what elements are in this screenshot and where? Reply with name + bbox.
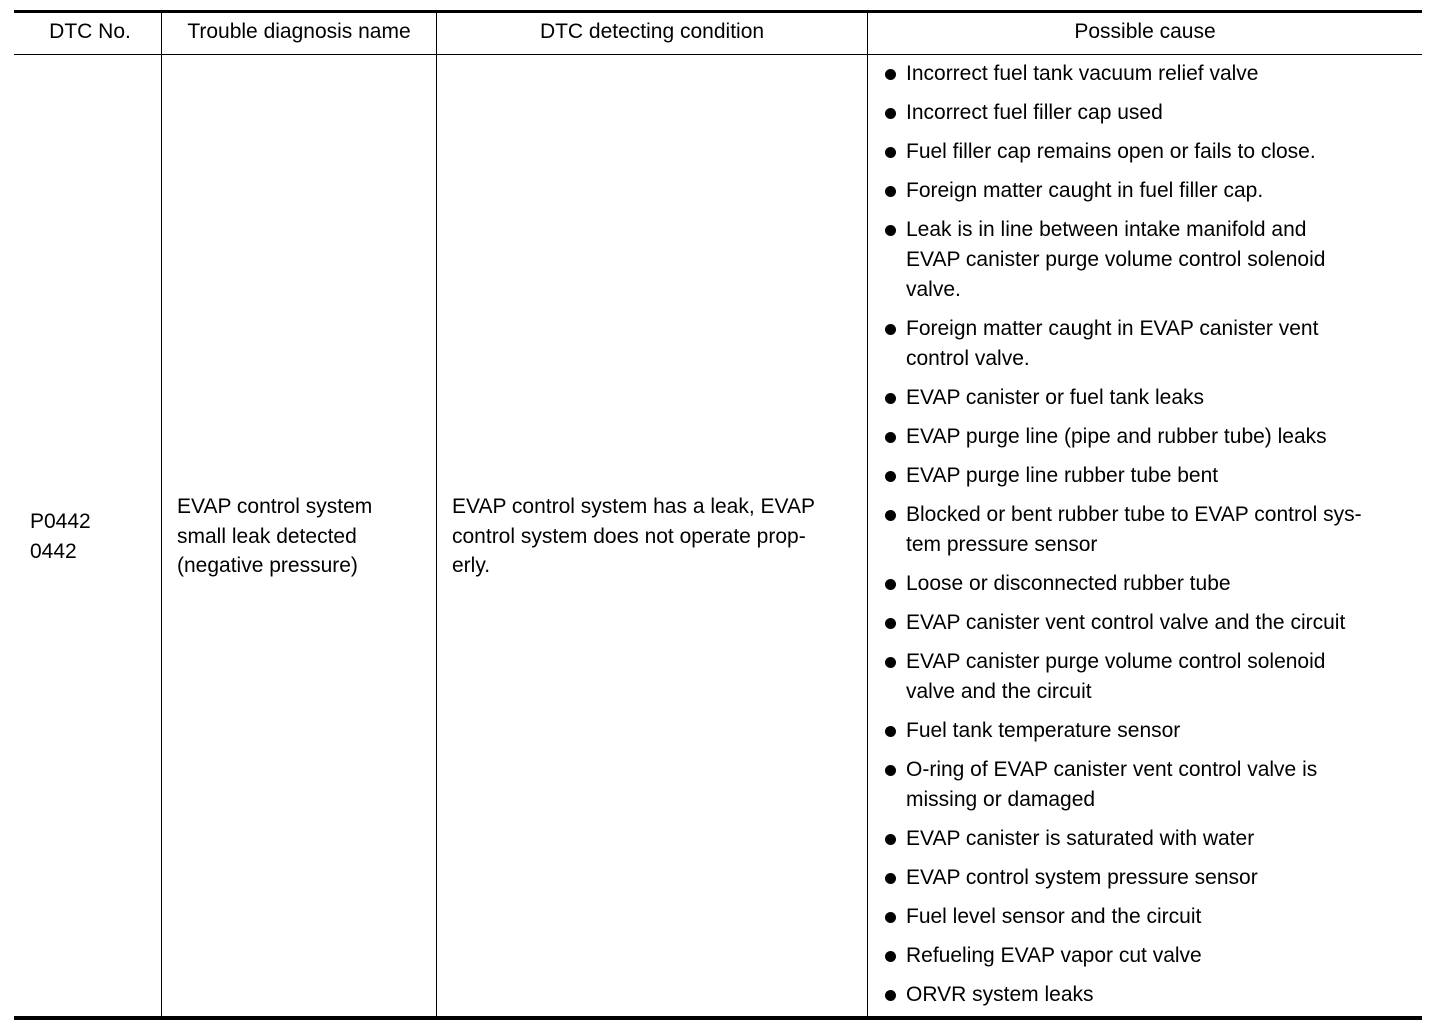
column-divider — [161, 13, 162, 1016]
possible-cause-line: Fuel level sensor and the circuit — [906, 905, 1202, 928]
bullet-icon — [885, 618, 896, 629]
possible-cause-line: valve and the circuit — [906, 680, 1092, 703]
possible-cause-item — [882, 215, 1422, 305]
possible-cause-item — [882, 98, 1422, 128]
possible-cause-item — [882, 716, 1422, 746]
possible-cause-item — [882, 176, 1422, 206]
bullet-icon — [885, 186, 896, 197]
bullet-icon — [885, 324, 896, 335]
possible-cause-line: control valve. — [906, 347, 1030, 370]
possible-cause-line: Incorrect fuel tank vacuum relief valve — [906, 62, 1259, 85]
possible-cause-line: EVAP purge line rubber tube bent — [906, 464, 1219, 487]
bullet-icon — [885, 951, 896, 962]
possible-cause-item — [882, 422, 1422, 452]
possible-cause-line: missing or damaged — [906, 788, 1096, 811]
bullet-icon — [885, 765, 896, 776]
possible-cause-item — [882, 941, 1422, 971]
possible-cause-line: EVAP control system pressure sensor — [906, 866, 1258, 889]
possible-cause-item — [882, 569, 1422, 599]
bullet-icon — [885, 147, 896, 158]
header-divider — [14, 54, 1422, 55]
possible-cause-item — [882, 824, 1422, 854]
possible-cause-item — [882, 461, 1422, 491]
possible-cause-line: EVAP canister is saturated with water — [906, 827, 1255, 850]
condition-line: erly. — [452, 554, 491, 577]
header-trouble-diagnosis-name: Trouble diagnosis name — [187, 20, 411, 43]
possible-cause-item — [882, 314, 1422, 374]
possible-cause-line: Fuel tank temperature sensor — [906, 719, 1181, 742]
possible-cause-item — [882, 608, 1422, 638]
possible-cause-item — [882, 902, 1422, 932]
possible-cause-line: EVAP purge line (pipe and rubber tube) leaks — [906, 425, 1327, 448]
bullet-icon — [885, 432, 896, 443]
possible-cause-line: valve. — [906, 278, 961, 301]
bullet-icon — [885, 471, 896, 482]
condition-line: control system does not operate prop- — [452, 524, 806, 548]
possible-cause-line: Foreign matter caught in EVAP canister vent — [906, 317, 1319, 340]
trouble-name-line: small leak detected — [177, 524, 357, 548]
dtc-detecting-condition — [452, 492, 815, 581]
header-dtc-no: DTC No. — [49, 20, 131, 43]
possible-cause-line: Incorrect fuel filler cap used — [906, 101, 1163, 124]
possible-cause-line: EVAP canister purge volume control solenoid — [906, 650, 1326, 673]
possible-cause-line: O-ring of EVAP canister vent control valve is — [906, 758, 1318, 781]
condition-line: EVAP control system has a leak, EVAP — [452, 495, 815, 518]
bullet-icon — [885, 69, 896, 80]
bullet-icon — [885, 108, 896, 119]
possible-cause-line: ORVR system leaks — [906, 983, 1094, 1006]
possible-cause-line: Foreign matter caught in fuel filler cap. — [906, 179, 1264, 202]
possible-cause-line: EVAP canister or fuel tank leaks — [906, 386, 1205, 409]
bullet-icon — [885, 225, 896, 236]
possible-cause-line: Fuel filler cap remains open or fails to close. — [906, 140, 1316, 163]
dtc-table — [14, 10, 1422, 1020]
bullet-icon — [885, 912, 896, 923]
possible-cause-line: EVAP canister vent control valve and the circuit — [906, 611, 1346, 634]
dtc-number-line: P0442 — [30, 510, 91, 533]
bullet-icon — [885, 579, 896, 590]
trouble-name-line: (negative pressure) — [177, 554, 358, 577]
bullet-icon — [885, 990, 896, 1001]
possible-cause-list — [882, 59, 1422, 1019]
possible-cause-item — [882, 59, 1422, 89]
header-possible-cause: Possible cause — [1074, 20, 1216, 43]
bullet-icon — [885, 510, 896, 521]
dtc-number — [30, 507, 91, 566]
possible-cause-line: EVAP canister purge volume control solenoid — [906, 248, 1326, 271]
possible-cause-line: tem pressure sensor — [906, 533, 1098, 556]
possible-cause-item — [882, 137, 1422, 167]
possible-cause-item — [882, 980, 1422, 1010]
possible-cause-line: Leak is in line between intake manifold and — [906, 218, 1307, 241]
bullet-icon — [885, 873, 896, 884]
bullet-icon — [885, 726, 896, 737]
possible-cause-item — [882, 383, 1422, 413]
possible-cause-line: Loose or disconnected rubber tube — [906, 572, 1231, 595]
possible-cause-item — [882, 500, 1422, 560]
possible-cause-item — [882, 647, 1422, 707]
column-divider — [867, 13, 868, 1016]
header-dtc-detecting-condition: DTC detecting condition — [539, 20, 765, 43]
column-divider — [436, 13, 437, 1016]
possible-cause-line: Blocked or bent rubber tube to EVAP control sys- — [906, 503, 1362, 526]
bullet-icon — [885, 834, 896, 845]
dtc-number-line: 0442 — [30, 539, 77, 563]
bullet-icon — [885, 393, 896, 404]
possible-cause-item — [882, 755, 1422, 815]
possible-cause-item — [882, 863, 1422, 893]
trouble-name-line: EVAP control system — [177, 495, 373, 518]
possible-cause-line: Refueling EVAP vapor cut valve — [906, 944, 1202, 967]
bullet-icon — [885, 657, 896, 668]
trouble-diagnosis-name — [177, 492, 372, 581]
